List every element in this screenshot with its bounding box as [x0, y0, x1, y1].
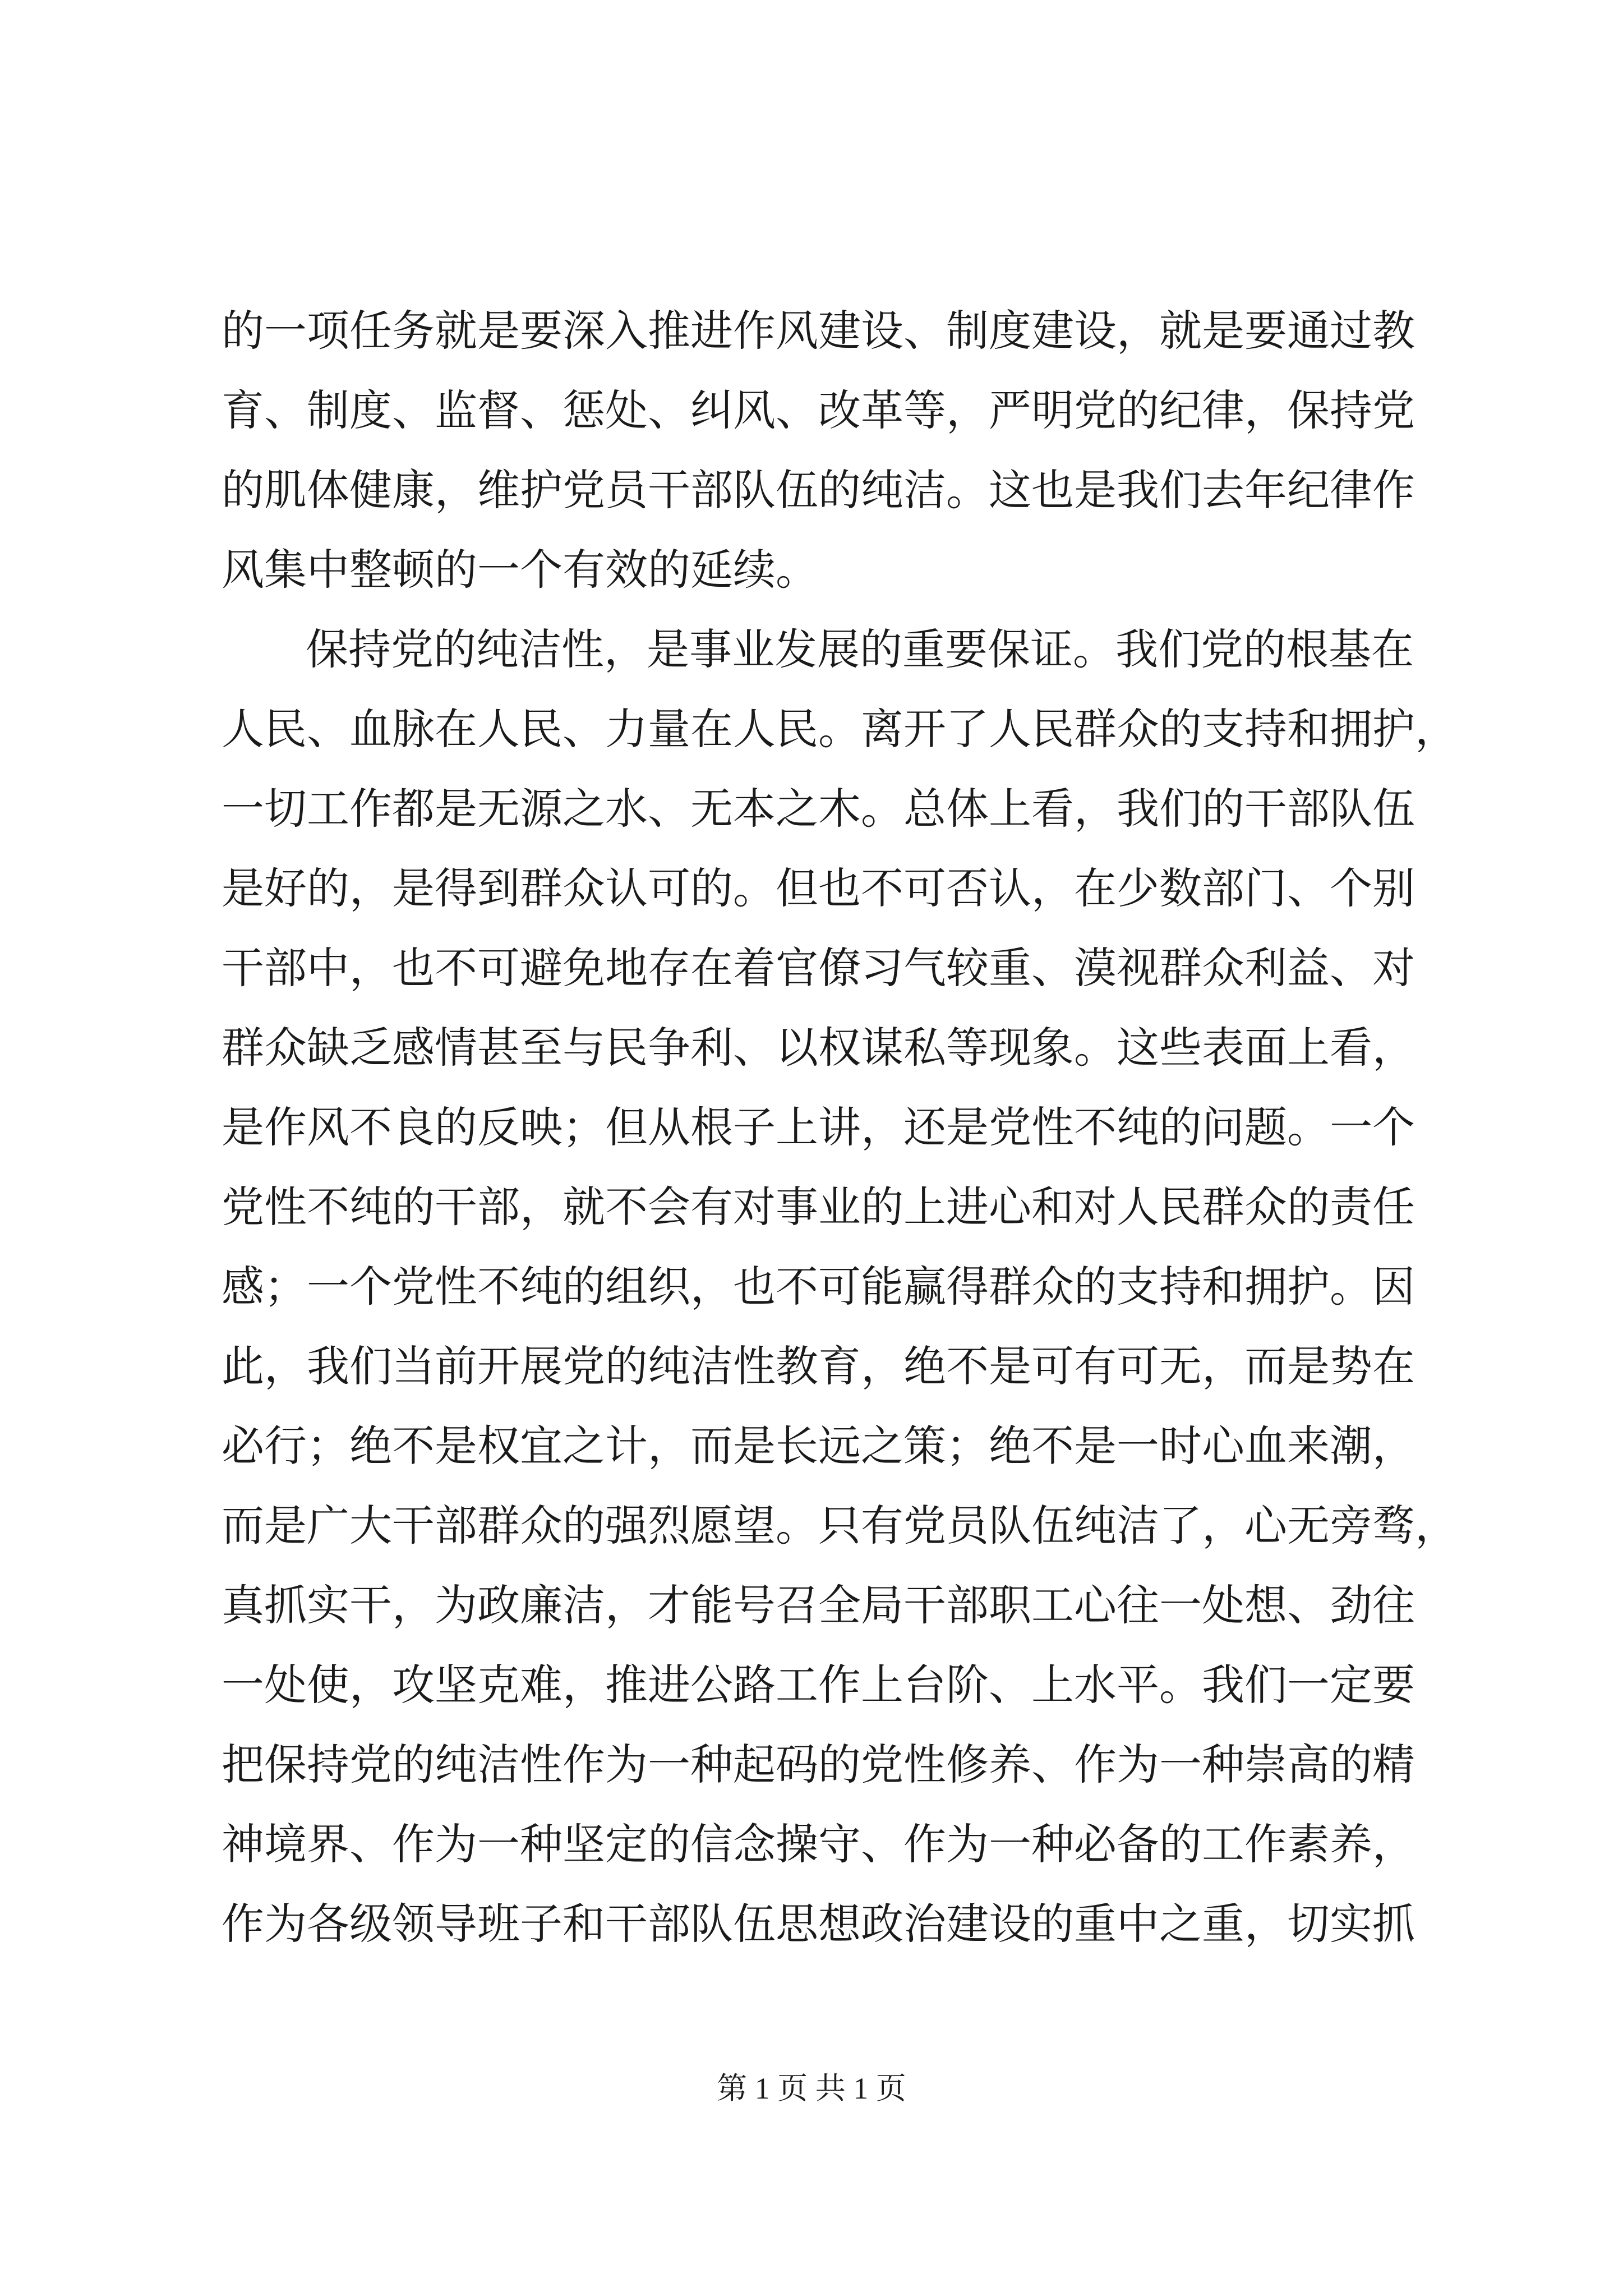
text-line: 是作风不良的反映；但从根子上讲，还是党性不纯的问题。一个: [222, 1102, 1415, 1152]
text-line: 把保持党的纯洁性作为一种起码的党性修养、作为一种崇高的精: [222, 1740, 1415, 1789]
text-line: 干部中，也不可避免地存在着官僚习气较重、漠视群众利益、对: [222, 943, 1415, 993]
text-line: 而是广大干部群众的强烈愿望。只有党员队伍纯洁了，心无旁骛，: [222, 1501, 1458, 1550]
text-line: 育、制度、监督、惩处、纠风、改革等，严明党的纪律，保持党: [222, 385, 1415, 435]
text-line: 的肌体健康，维护党员干部队伍的纯洁。这也是我们去年纪律作: [222, 465, 1415, 515]
text-line: 神境界、作为一种坚定的信念操守、作为一种必备的工作素养，: [222, 1819, 1415, 1869]
page-footer: 第 1 页 共 1 页: [717, 2072, 906, 2105]
text-line: 是好的，是得到群众认可的。但也不可否认，在少数部门、个别: [222, 863, 1415, 913]
text-line: 此，我们当前开展党的纯洁性教育，绝不是可有可无，而是势在: [222, 1341, 1415, 1391]
text-line: 一切工作都是无源之水、无本之木。总体上看，我们的干部队伍: [222, 784, 1415, 834]
text-line: 感；一个党性不纯的组织，也不可能赢得群众的支持和拥护。因: [222, 1262, 1415, 1312]
text-line: 的一项任务就是要深入推进作风建设、制度建设，就是要通过教: [222, 306, 1415, 356]
text-line: 作为各级领导班子和干部队伍思想政治建设的重中之重，切实抓: [222, 1899, 1415, 1949]
text-line: 党性不纯的干部，就不会有对事业的上进心和对人民群众的责任: [222, 1182, 1415, 1232]
text-line: 群众缺乏感情甚至与民争利、以权谋私等现象。这些表面上看，: [222, 1023, 1415, 1073]
paragraph-first-line: 保持党的纯洁性，是事业发展的重要保证。我们党的根基在: [306, 624, 1414, 674]
text-line: 一处使，攻坚克难，推进公路工作上台阶、上水平。我们一定要: [222, 1660, 1415, 1710]
text-line: 人民、血脉在人民、力量在人民。离开了人民群众的支持和拥护，: [222, 704, 1458, 754]
text-line: 真抓实干，为政廉洁，才能号召全局干部职工心往一处想、劲往: [222, 1580, 1415, 1630]
text-line: 风集中整顿的一个有效的延续。: [222, 545, 818, 595]
text-line: 必行；绝不是权宜之计，而是长远之策；绝不是一时心血来潮，: [222, 1421, 1415, 1471]
